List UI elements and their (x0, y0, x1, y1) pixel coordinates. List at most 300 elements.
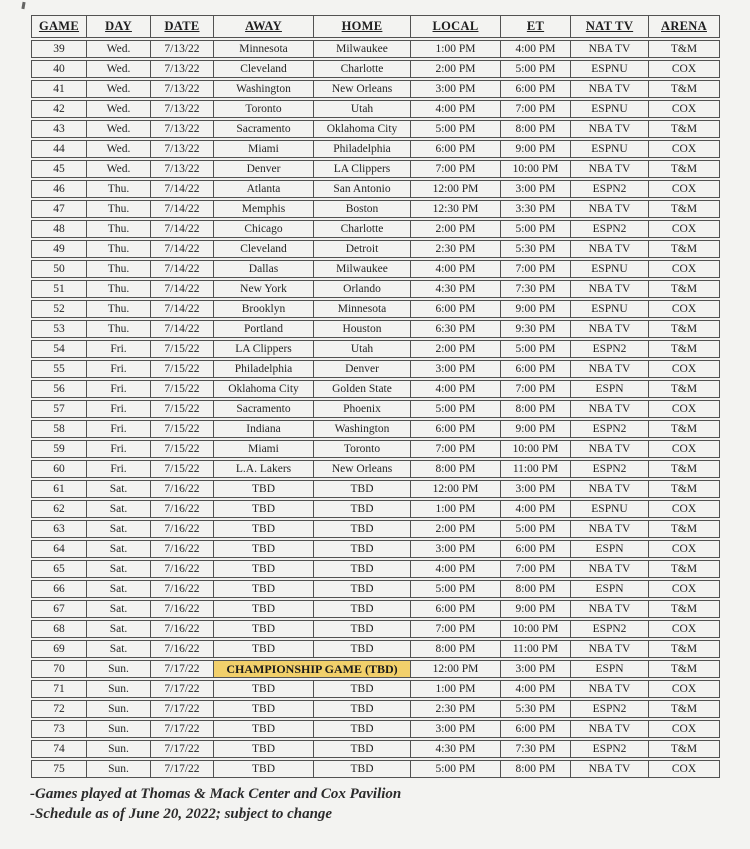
cell-arena: COX (648, 260, 720, 278)
cell-day: Sat. (86, 560, 150, 578)
cell-game: 59 (31, 440, 86, 458)
cell-local: 4:30 PM (410, 280, 500, 298)
cell-date: 7/16/22 (150, 500, 213, 518)
table-body (31, 40, 720, 778)
cell-date: 7/16/22 (150, 520, 213, 538)
table-row-game-71 (31, 680, 720, 698)
table-row-game-58 (31, 420, 720, 438)
cell-home: Philadelphia (313, 140, 410, 158)
cell-day: Sun. (86, 680, 150, 698)
cell-nat_tv: NBA TV (570, 360, 648, 378)
cell-away: TBD (213, 600, 313, 618)
cell-et: 9:00 PM (500, 300, 570, 318)
cell-game: 70 (31, 660, 86, 678)
cell-et: 8:00 PM (500, 400, 570, 418)
cell-day: Sun. (86, 660, 150, 678)
cell-nat_tv: NBA TV (570, 600, 648, 618)
cell-arena: T&M (648, 200, 720, 218)
cell-date: 7/17/22 (150, 760, 213, 778)
cell-home: Charlotte (313, 60, 410, 78)
cell-arena: T&M (648, 320, 720, 338)
cell-game: 39 (31, 40, 86, 58)
cell-game: 73 (31, 720, 86, 738)
cell-date: 7/16/22 (150, 640, 213, 658)
cell-arena: COX (648, 400, 720, 418)
column-header-local: LOCAL (410, 15, 500, 38)
cell-date: 7/15/22 (150, 380, 213, 398)
cell-et: 9:30 PM (500, 320, 570, 338)
cell-arena: COX (648, 720, 720, 738)
cell-local: 4:00 PM (410, 260, 500, 278)
table-row-game-57 (31, 400, 720, 418)
cell-away: Denver (213, 160, 313, 178)
cell-nat_tv: NBA TV (570, 480, 648, 498)
cell-nat_tv: ESPNU (570, 500, 648, 518)
cell-home: TBD (313, 640, 410, 658)
cell-nat_tv: ESPN2 (570, 700, 648, 718)
table-row-game-50 (31, 260, 720, 278)
cell-date: 7/13/22 (150, 160, 213, 178)
cell-arena: T&M (648, 280, 720, 298)
cell-nat_tv: NBA TV (570, 520, 648, 538)
footer-notes (30, 784, 401, 824)
cell-nat_tv: NBA TV (570, 400, 648, 418)
cell-home: TBD (313, 600, 410, 618)
cell-nat_tv: ESPN2 (570, 460, 648, 478)
cell-et: 5:30 PM (500, 700, 570, 718)
cell-home: TBD (313, 480, 410, 498)
cell-date: 7/16/22 (150, 580, 213, 598)
cell-game: 51 (31, 280, 86, 298)
cell-arena: COX (648, 540, 720, 558)
cell-home: TBD (313, 500, 410, 518)
cell-day: Sun. (86, 740, 150, 758)
cell-game: 63 (31, 520, 86, 538)
cell-home: Phoenix (313, 400, 410, 418)
cell-game: 60 (31, 460, 86, 478)
cell-away: Memphis (213, 200, 313, 218)
cell-local: 6:00 PM (410, 300, 500, 318)
cell-local: 8:00 PM (410, 460, 500, 478)
cell-away: TBD (213, 640, 313, 658)
table-row-game-68 (31, 620, 720, 638)
cell-day: Sat. (86, 640, 150, 658)
schedule-table (31, 13, 720, 780)
cell-home: LA Clippers (313, 160, 410, 178)
cell-day: Sat. (86, 520, 150, 538)
cell-day: Wed. (86, 100, 150, 118)
cell-day: Fri. (86, 440, 150, 458)
table-row-game-73 (31, 720, 720, 738)
cell-game: 47 (31, 200, 86, 218)
column-header-arena: ARENA (648, 15, 720, 38)
cell-et: 6:00 PM (500, 80, 570, 98)
cell-game: 56 (31, 380, 86, 398)
cell-day: Fri. (86, 420, 150, 438)
cell-away: Philadelphia (213, 360, 313, 378)
cell-et: 3:30 PM (500, 200, 570, 218)
cell-game: 62 (31, 500, 86, 518)
table-row-game-65 (31, 560, 720, 578)
cell-away: LA Clippers (213, 340, 313, 358)
cell-away: Sacramento (213, 120, 313, 138)
cell-day: Thu. (86, 300, 150, 318)
cell-day: Thu. (86, 180, 150, 198)
cell-day: Wed. (86, 140, 150, 158)
cell-local: 3:00 PM (410, 720, 500, 738)
cell-home: Boston (313, 200, 410, 218)
table-row-game-62 (31, 500, 720, 518)
cell-nat_tv: ESPNU (570, 60, 648, 78)
cell-day: Sun. (86, 720, 150, 738)
cell-arena: T&M (648, 420, 720, 438)
cell-arena: COX (648, 300, 720, 318)
cell-date: 7/14/22 (150, 240, 213, 258)
cell-away: Minnesota (213, 40, 313, 58)
cell-home: Oklahoma City (313, 120, 410, 138)
cell-nat_tv: ESPN2 (570, 420, 648, 438)
footer-note-schedule: -Schedule as of June 20, 2022; subject to change (30, 806, 333, 822)
cell-et: 10:00 PM (500, 620, 570, 638)
cell-arena: COX (648, 140, 720, 158)
cell-nat_tv: ESPN2 (570, 220, 648, 238)
cell-home: Orlando (313, 280, 410, 298)
cell-et: 9:00 PM (500, 600, 570, 618)
cell-home: TBD (313, 740, 410, 758)
column-header-et: ET (500, 15, 570, 38)
cell-game: 46 (31, 180, 86, 198)
cell-date: 7/14/22 (150, 280, 213, 298)
table-row-game-48 (31, 220, 720, 238)
cell-day: Sat. (86, 480, 150, 498)
cell-home: TBD (313, 760, 410, 778)
cell-nat_tv: ESPNU (570, 140, 648, 158)
column-header-away: AWAY (213, 15, 313, 38)
cell-et: 9:00 PM (500, 140, 570, 158)
cell-nat_tv: ESPN2 (570, 180, 648, 198)
cell-date: 7/15/22 (150, 400, 213, 418)
cell-game: 52 (31, 300, 86, 318)
footer-note-venues: -Games played at Thomas & Mack Center and Cox Pavilion (30, 786, 402, 802)
cell-date: 7/15/22 (150, 420, 213, 438)
cell-nat_tv: NBA TV (570, 240, 648, 258)
cell-day: Thu. (86, 260, 150, 278)
cell-home: Charlotte (313, 220, 410, 238)
cell-et: 8:00 PM (500, 760, 570, 778)
table-row-game-49 (31, 240, 720, 258)
cell-local: 2:00 PM (410, 520, 500, 538)
cell-game: 44 (31, 140, 86, 158)
cell-home: TBD (313, 580, 410, 598)
cell-local: 2:00 PM (410, 60, 500, 78)
cell-date: 7/13/22 (150, 100, 213, 118)
cell-home: Milwaukee (313, 40, 410, 58)
cell-nat_tv: NBA TV (570, 440, 648, 458)
cell-game: 64 (31, 540, 86, 558)
cell-nat_tv: NBA TV (570, 80, 648, 98)
table-row-game-74 (31, 740, 720, 758)
cell-game: 45 (31, 160, 86, 178)
cell-arena: COX (648, 440, 720, 458)
cell-et: 6:00 PM (500, 360, 570, 378)
cell-nat_tv: NBA TV (570, 40, 648, 58)
cell-away: Toronto (213, 100, 313, 118)
cell-et: 7:30 PM (500, 740, 570, 758)
table-row-game-63 (31, 520, 720, 538)
cell-home: TBD (313, 560, 410, 578)
table-row-game-55 (31, 360, 720, 378)
cell-away: TBD (213, 680, 313, 698)
cell-local: 5:00 PM (410, 400, 500, 418)
cell-date: 7/15/22 (150, 440, 213, 458)
cell-arena: COX (648, 360, 720, 378)
cell-date: 7/13/22 (150, 140, 213, 158)
cell-local: 4:00 PM (410, 380, 500, 398)
table-row-game-53 (31, 320, 720, 338)
cell-home: Utah (313, 340, 410, 358)
cell-day: Thu. (86, 280, 150, 298)
cell-day: Thu. (86, 320, 150, 338)
cell-local: 1:00 PM (410, 40, 500, 58)
cell-arena: T&M (648, 340, 720, 358)
cell-local: 3:00 PM (410, 80, 500, 98)
cell-home: Golden State (313, 380, 410, 398)
cell-home: San Antonio (313, 180, 410, 198)
table-header (31, 15, 720, 38)
cell-home: Houston (313, 320, 410, 338)
cell-date: 7/16/22 (150, 480, 213, 498)
cell-arena: COX (648, 180, 720, 198)
cell-day: Fri. (86, 380, 150, 398)
cell-local: 1:00 PM (410, 680, 500, 698)
cell-game: 58 (31, 420, 86, 438)
cell-local: 2:00 PM (410, 340, 500, 358)
table-row-game-52 (31, 300, 720, 318)
cell-local: 3:00 PM (410, 360, 500, 378)
cell-away: TBD (213, 520, 313, 538)
cell-game: 55 (31, 360, 86, 378)
table-row-game-46 (31, 180, 720, 198)
cell-away: TBD (213, 700, 313, 718)
cell-et: 11:00 PM (500, 640, 570, 658)
cell-game: 49 (31, 240, 86, 258)
cell-game: 74 (31, 740, 86, 758)
cell-home: Detroit (313, 240, 410, 258)
cell-game: 75 (31, 760, 86, 778)
cell-local: 6:30 PM (410, 320, 500, 338)
cell-et: 3:00 PM (500, 480, 570, 498)
cell-game: 61 (31, 480, 86, 498)
column-header-nat_tv: NAT TV (570, 15, 648, 38)
cell-et: 4:00 PM (500, 40, 570, 58)
cell-game: 72 (31, 700, 86, 718)
cell-date: 7/14/22 (150, 220, 213, 238)
cell-date: 7/16/22 (150, 620, 213, 638)
table-row-game-43 (31, 120, 720, 138)
cell-nat_tv: ESPN (570, 540, 648, 558)
cell-local: 7:00 PM (410, 160, 500, 178)
table-row-game-47 (31, 200, 720, 218)
cell-arena: COX (648, 60, 720, 78)
cell-nat_tv: NBA TV (570, 560, 648, 578)
cell-et: 7:00 PM (500, 380, 570, 398)
cell-day: Sat. (86, 580, 150, 598)
cell-home: Washington (313, 420, 410, 438)
cell-home: New Orleans (313, 460, 410, 478)
column-header-date: DATE (150, 15, 213, 38)
cell-date: 7/15/22 (150, 360, 213, 378)
cell-nat_tv: ESPN2 (570, 620, 648, 638)
cell-et: 3:00 PM (500, 660, 570, 678)
cell-arena: T&M (648, 600, 720, 618)
cell-home: TBD (313, 620, 410, 638)
cell-local: 2:30 PM (410, 240, 500, 258)
cell-local: 2:00 PM (410, 220, 500, 238)
cell-nat_tv: NBA TV (570, 160, 648, 178)
cell-date: 7/16/22 (150, 600, 213, 618)
cell-date: 7/17/22 (150, 720, 213, 738)
table-row-game-51 (31, 280, 720, 298)
cell-day: Thu. (86, 220, 150, 238)
cell-away: TBD (213, 580, 313, 598)
cell-local: 1:00 PM (410, 500, 500, 518)
header-row (31, 15, 720, 38)
cell-local: 12:00 PM (410, 480, 500, 498)
cell-game: 43 (31, 120, 86, 138)
cell-nat_tv: ESPNU (570, 260, 648, 278)
cell-away: Sacramento (213, 400, 313, 418)
cell-date: 7/13/22 (150, 60, 213, 78)
cell-arena: COX (648, 680, 720, 698)
cell-home: TBD (313, 700, 410, 718)
cell-day: Wed. (86, 80, 150, 98)
cell-game: 54 (31, 340, 86, 358)
cell-home: TBD (313, 680, 410, 698)
cell-local: 7:00 PM (410, 620, 500, 638)
cell-away: TBD (213, 480, 313, 498)
cell-local: 4:00 PM (410, 560, 500, 578)
cell-date: 7/14/22 (150, 200, 213, 218)
cell-et: 10:00 PM (500, 160, 570, 178)
cell-arena: COX (648, 100, 720, 118)
cell-date: 7/14/22 (150, 300, 213, 318)
cell-away: Dallas (213, 260, 313, 278)
cell-arena: T&M (648, 380, 720, 398)
cell-day: Thu. (86, 200, 150, 218)
cell-nat_tv: NBA TV (570, 200, 648, 218)
table-row-game-40 (31, 60, 720, 78)
cell-day: Sat. (86, 620, 150, 638)
cell-nat_tv: NBA TV (570, 640, 648, 658)
cell-arena: T&M (648, 240, 720, 258)
cell-day: Fri. (86, 460, 150, 478)
cell-arena: COX (648, 760, 720, 778)
cell-arena: T&M (648, 700, 720, 718)
table-row-game-70 (31, 660, 720, 678)
cell-away: Portland (213, 320, 313, 338)
table-row-game-66 (31, 580, 720, 598)
cell-home: New Orleans (313, 80, 410, 98)
cell-home: TBD (313, 520, 410, 538)
cell-date: 7/13/22 (150, 120, 213, 138)
cell-local: 8:00 PM (410, 640, 500, 658)
cell-day: Wed. (86, 40, 150, 58)
cell-day: Wed. (86, 120, 150, 138)
table-row-game-61 (31, 480, 720, 498)
cell-local: 7:00 PM (410, 440, 500, 458)
cell-day: Sun. (86, 700, 150, 718)
cell-et: 9:00 PM (500, 420, 570, 438)
table-row-game-69 (31, 640, 720, 658)
cell-away: Miami (213, 440, 313, 458)
table-row-game-72 (31, 700, 720, 718)
cell-arena: T&M (648, 520, 720, 538)
cell-et: 8:00 PM (500, 580, 570, 598)
cell-away: TBD (213, 620, 313, 638)
cell-nat_tv: NBA TV (570, 320, 648, 338)
cell-date: 7/14/22 (150, 180, 213, 198)
cell-home: TBD (313, 540, 410, 558)
cell-local: 12:00 PM (410, 180, 500, 198)
cell-nat_tv: ESPN (570, 380, 648, 398)
cell-date: 7/17/22 (150, 680, 213, 698)
table-row-game-56 (31, 380, 720, 398)
cell-game: 69 (31, 640, 86, 658)
cell-day: Fri. (86, 340, 150, 358)
cell-day: Thu. (86, 240, 150, 258)
table-row-game-44 (31, 140, 720, 158)
cell-local: 5:00 PM (410, 760, 500, 778)
cell-et: 5:00 PM (500, 60, 570, 78)
cell-away: Indiana (213, 420, 313, 438)
cell-day: Sat. (86, 500, 150, 518)
cell-et: 6:00 PM (500, 720, 570, 738)
cell-away: Atlanta (213, 180, 313, 198)
table-row-game-59 (31, 440, 720, 458)
cell-date: 7/16/22 (150, 560, 213, 578)
cell-arena: T&M (648, 40, 720, 58)
cell-away: TBD (213, 560, 313, 578)
cell-game: 41 (31, 80, 86, 98)
cell-game: 40 (31, 60, 86, 78)
cell-nat_tv: NBA TV (570, 120, 648, 138)
cell-et: 7:30 PM (500, 280, 570, 298)
cell-nat_tv: ESPN2 (570, 340, 648, 358)
cell-nat_tv: ESPN (570, 660, 648, 678)
cell-et: 11:00 PM (500, 460, 570, 478)
table-row-game-75 (31, 760, 720, 778)
cell-away: TBD (213, 760, 313, 778)
cell-away: New York (213, 280, 313, 298)
cell-local: 3:00 PM (410, 540, 500, 558)
cell-date: 7/15/22 (150, 340, 213, 358)
cell-local: 2:30 PM (410, 700, 500, 718)
cell-local: 6:00 PM (410, 420, 500, 438)
cell-away: Chicago (213, 220, 313, 238)
cell-home: TBD (313, 720, 410, 738)
cell-away: Brooklyn (213, 300, 313, 318)
cell-day: Sat. (86, 600, 150, 618)
column-header-day: DAY (86, 15, 150, 38)
cell-et: 10:00 PM (500, 440, 570, 458)
cell-nat_tv: NBA TV (570, 280, 648, 298)
cell-game: 42 (31, 100, 86, 118)
cell-day: Sun. (86, 760, 150, 778)
table-row-game-39 (31, 40, 720, 58)
cell-local: 5:00 PM (410, 580, 500, 598)
cell-date: 7/13/22 (150, 80, 213, 98)
cell-et: 7:00 PM (500, 260, 570, 278)
